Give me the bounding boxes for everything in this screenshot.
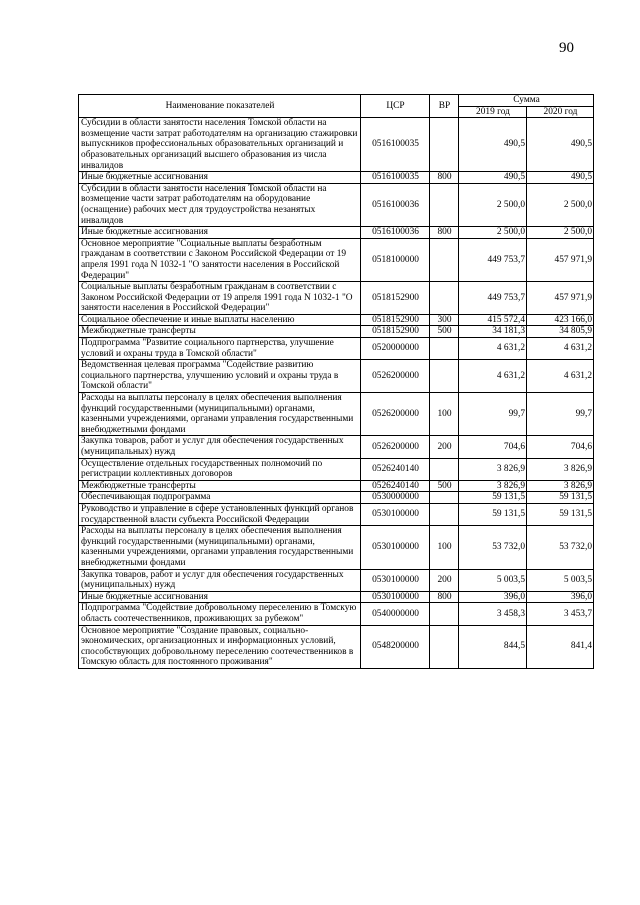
row-sum-2019: 2 500,0 [459,183,527,226]
row-sum-2020: 2 500,0 [527,227,594,239]
row-sum-2020: 34 805,9 [527,326,594,338]
table-row [79,436,594,458]
table-row [79,172,594,184]
row-name: Подпрограмма "Развитие социального партнерства, улучшение условий и охраны труда в Томской области" [79,338,361,360]
table-row [79,503,594,525]
table-row [79,238,594,281]
table-row [79,492,594,504]
row-name: Субсидии в области занятости населения Томской области на возмещение части затрат работодателям на организацию стажировки выпускников профессиональных образовательных организаций и образовательных организаций высшего образования из числа инвалидов [79,118,361,172]
row-sum-2019: 59 131,5 [459,503,527,525]
row-vr [430,492,459,504]
row-name: Межбюджетные трансферты [79,326,361,338]
row-vr [430,625,459,668]
row-sum-2020: 457 971,9 [527,238,594,281]
row-name: Обеспечивающая подпрограмма [79,492,361,504]
table-row [79,360,594,393]
header-year-2019: 2019 год [459,106,527,118]
row-sum-2020: 4 631,2 [527,360,594,393]
row-name: Социальное обеспечение и иные выплаты населению [79,314,361,326]
row-vr [430,118,459,172]
row-csr: 0530100000 [361,591,430,603]
row-vr: 200 [430,569,459,591]
row-csr: 0516100035 [361,172,430,184]
row-sum-2020: 53 732,0 [527,526,594,569]
row-csr: 0518152900 [361,282,430,315]
row-csr: 0518100000 [361,238,430,281]
table-row [79,393,594,436]
row-name: Осуществление отдельных государственных полномочий по регистрации коллективных договоров [79,458,361,480]
row-csr: 0548200000 [361,625,430,668]
table-row [79,603,594,625]
row-sum-2019: 396,0 [459,591,527,603]
table-row [79,282,594,315]
row-csr: 0540000000 [361,603,430,625]
row-sum-2019: 4 631,2 [459,338,527,360]
row-csr: 0526240140 [361,458,430,480]
row-sum-2019: 3 458,3 [459,603,527,625]
row-csr: 0530100000 [361,526,430,569]
row-name: Иные бюджетные ассигнования [79,227,361,239]
row-sum-2019: 2 500,0 [459,227,527,239]
row-name: Закупка товаров, работ и услуг для обеспечения государственных (муниципальных) нужд [79,436,361,458]
row-name: Иные бюджетные ассигнования [79,591,361,603]
row-csr: 0530100000 [361,569,430,591]
table-row [79,526,594,569]
row-sum-2019: 844,5 [459,625,527,668]
row-name: Руководство и управление в сфере установленных функций органов государственной власти субъекта Российской Федерации [79,503,361,525]
row-csr: 0520000000 [361,338,430,360]
row-csr: 0526200000 [361,436,430,458]
row-sum-2019: 3 826,9 [459,480,527,492]
row-csr: 0530000000 [361,492,430,504]
row-sum-2020: 490,5 [527,172,594,184]
row-name: Расходы на выплаты персоналу в целях обеспечения выполнения функций государственными (муниципальными) органами, казенными учреждениями, органами управления государственными внебюджетными фондами [79,393,361,436]
row-name: Расходы на выплаты персоналу в целях обеспечения выполнения функций государственными (муниципальными) органами, казенными учреждениями, органами управления государственными внебюджетными фондами [79,526,361,569]
header-name: Наименование показателей [79,95,361,118]
row-vr [430,360,459,393]
header-sum: Сумма [459,95,594,107]
row-sum-2020: 3 453,7 [527,603,594,625]
table-row [79,625,594,668]
row-vr: 500 [430,480,459,492]
row-vr: 100 [430,393,459,436]
row-sum-2020: 423 166,0 [527,314,594,326]
row-csr: 0526200000 [361,393,430,436]
row-sum-2020: 2 500,0 [527,183,594,226]
row-vr: 800 [430,591,459,603]
row-sum-2019: 4 631,2 [459,360,527,393]
row-vr [430,458,459,480]
row-vr [430,503,459,525]
header-year-2020: 2020 год [527,106,594,118]
row-vr [430,603,459,625]
table-row [79,338,594,360]
row-sum-2019: 704,6 [459,436,527,458]
table-row [79,314,594,326]
row-sum-2020: 457 971,9 [527,282,594,315]
table-header [79,95,594,118]
row-vr: 800 [430,172,459,184]
row-name: Субсидии в области занятости населения Томской области на возмещение части затрат работодателям на оборудование (оснащение) рабочих мест для трудоустройства незанятых инвалидов [79,183,361,226]
row-sum-2020: 3 826,9 [527,480,594,492]
table-body [79,118,594,669]
budget-table [78,94,594,669]
row-name: Подпрограмма "Содействие добровольному переселению в Томскую область соотечественников, проживающих за рубежом" [79,603,361,625]
table-row [79,118,594,172]
row-vr [430,282,459,315]
header-vr: ВР [430,95,459,118]
row-sum-2020: 3 826,9 [527,458,594,480]
row-name: Основное мероприятие "Создание правовых, социально-экономических, организационных и информационных условий, способствующих добровольному переселению соотечественников в Томскую область для постоянного проживания" [79,625,361,668]
row-sum-2019: 99,7 [459,393,527,436]
row-csr: 0530100000 [361,503,430,525]
page-number: 90 [559,40,574,56]
row-name: Основное мероприятие "Социальные выплаты безработным гражданам в соответствии с Законом Российской Федерации от 19 апреля 1991 года N 1032-1 "О занятости населения в Российской Федерации" [79,238,361,281]
row-name: Иные бюджетные ассигнования [79,172,361,184]
row-sum-2019: 490,5 [459,172,527,184]
row-sum-2020: 841,4 [527,625,594,668]
row-csr: 0516100036 [361,183,430,226]
row-sum-2020: 490,5 [527,118,594,172]
row-vr: 800 [430,227,459,239]
row-csr: 0516100036 [361,227,430,239]
row-sum-2020: 99,7 [527,393,594,436]
row-vr [430,238,459,281]
row-vr: 500 [430,326,459,338]
row-csr: 0526240140 [361,480,430,492]
row-sum-2019: 449 753,7 [459,282,527,315]
row-sum-2019: 59 131,5 [459,492,527,504]
row-sum-2019: 3 826,9 [459,458,527,480]
row-csr: 0518152900 [361,314,430,326]
row-sum-2020: 59 131,5 [527,503,594,525]
row-sum-2019: 490,5 [459,118,527,172]
table-row [79,591,594,603]
row-csr: 0526200000 [361,360,430,393]
row-sum-2019: 34 181,3 [459,326,527,338]
table-row [79,326,594,338]
row-vr [430,338,459,360]
row-sum-2020: 704,6 [527,436,594,458]
row-sum-2020: 59 131,5 [527,492,594,504]
row-name: Межбюджетные трансферты [79,480,361,492]
table-row [79,183,594,226]
row-sum-2020: 396,0 [527,591,594,603]
row-csr: 0516100035 [361,118,430,172]
table-row [79,458,594,480]
table-row [79,227,594,239]
row-sum-2019: 415 572,4 [459,314,527,326]
row-vr [430,183,459,226]
row-sum-2019: 53 732,0 [459,526,527,569]
row-name: Ведомственная целевая программа "Содействие развитию социального партнерства, улучшению условий и охраны труда в Томской области" [79,360,361,393]
row-vr: 200 [430,436,459,458]
table-row [79,569,594,591]
row-name: Социальные выплаты безработным гражданам в соответствии с Законом Российской Федерации от 19 апреля 1991 года N 1032-1 "О занятости населения в Российской Федерации" [79,282,361,315]
row-csr: 0518152900 [361,326,430,338]
table-row [79,480,594,492]
row-sum-2019: 449 753,7 [459,238,527,281]
row-vr: 100 [430,526,459,569]
row-vr: 300 [430,314,459,326]
row-sum-2020: 5 003,5 [527,569,594,591]
row-sum-2019: 5 003,5 [459,569,527,591]
row-name: Закупка товаров, работ и услуг для обеспечения государственных (муниципальных) нужд [79,569,361,591]
header-csr: ЦСР [361,95,430,118]
row-sum-2020: 4 631,2 [527,338,594,360]
